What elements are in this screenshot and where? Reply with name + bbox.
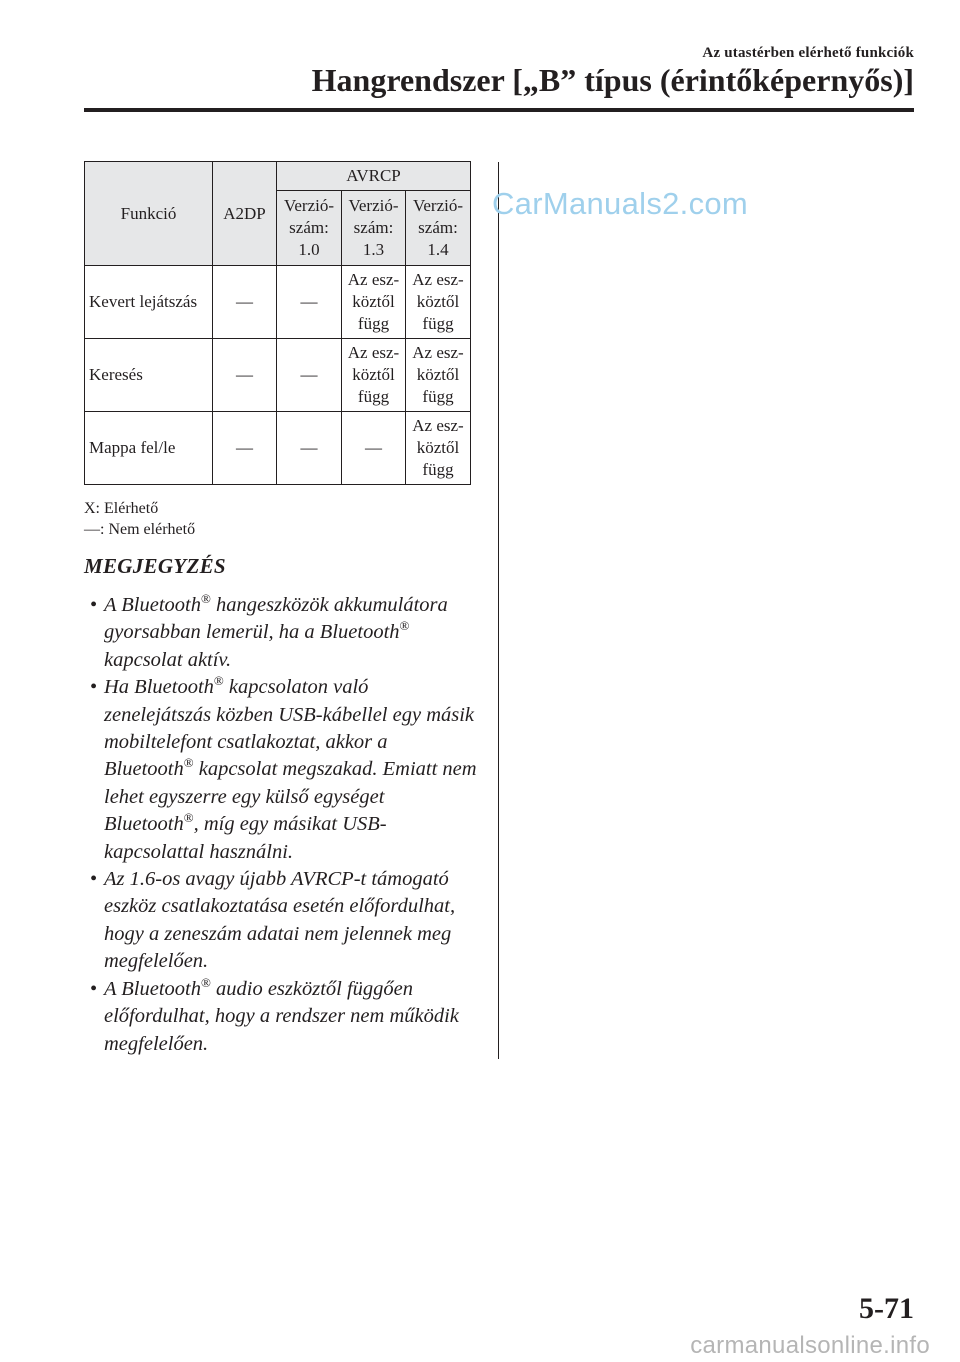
row-v14 — [406, 266, 471, 339]
cell-line: — — [365, 438, 382, 457]
note-text: , míg egy másikat USB-kapcsolattal használni. — [104, 813, 387, 863]
table-row — [85, 266, 471, 339]
note-text: kapcsolat aktív. — [104, 648, 232, 671]
note-heading: MEGJEGYZÉS — [84, 554, 226, 578]
row-v14 — [406, 412, 471, 485]
note-item — [84, 592, 480, 674]
table-legend — [84, 498, 195, 540]
watermark: CarManuals2.com — [492, 186, 749, 221]
cell-line: Az esz- — [412, 416, 464, 435]
bullet-icon: • — [90, 676, 98, 699]
header-line: 1.4 — [427, 240, 449, 259]
footer-watermark: carmanualsonline.info — [690, 1332, 930, 1359]
row-v10 — [277, 412, 342, 485]
column-divider — [498, 162, 499, 1059]
cell-line: Az esz- — [412, 343, 464, 362]
row-function: Keresés — [85, 339, 213, 412]
cell-line: — — [300, 438, 318, 457]
note-list — [84, 592, 480, 1058]
page-number: 5-71 — [859, 1292, 914, 1325]
row-v10 — [277, 339, 342, 412]
cell-line: köztől — [352, 292, 395, 311]
cell-line: köztől — [416, 365, 460, 384]
cell-line: köztől — [416, 292, 460, 311]
note-text: audio eszköztől függően előfordulhat, hogy a rendszer nem működik megfelelően. — [104, 977, 459, 1055]
header-avrcp: AVRCP — [277, 162, 471, 191]
header-line: 1.0 — [298, 240, 320, 259]
table-row — [85, 339, 471, 412]
note-text: Ha Bluetooth — [104, 676, 214, 699]
cell-line: Az esz- — [412, 270, 464, 289]
header-line: 1.3 — [362, 240, 385, 259]
header-function: Funkció — [85, 162, 213, 266]
cell-line: függ — [422, 314, 454, 333]
row-function: Mappa fel/le — [85, 412, 213, 485]
bullet-icon: • — [90, 868, 98, 891]
section-label: Az utastérben elérhető funkciók — [702, 45, 914, 61]
cell-line: Az esz- — [347, 270, 400, 289]
note-text: A Bluetooth — [104, 977, 201, 1000]
header-line: Verzió- — [283, 196, 335, 215]
row-a2dp: — — [213, 339, 277, 412]
registered-mark: ® — [183, 810, 194, 826]
row-a2dp: — — [213, 266, 277, 339]
legend-available: X: Elérhető — [84, 500, 159, 517]
cell-line: köztől — [352, 365, 395, 384]
note-item — [84, 866, 480, 976]
header-version-1-4 — [406, 191, 471, 266]
header-line: szám: — [418, 218, 458, 237]
note-text: Az 1.6-os avagy újabb AVRCP-t támogató eszköz csatlakoztatása esetén előfordulhat, hogy a zeneszám adatai nem jelennek meg megfelelően. — [104, 868, 456, 973]
table-row — [85, 412, 471, 485]
registered-mark: ® — [201, 591, 211, 607]
cell-line: függ — [357, 387, 390, 406]
note-item — [84, 976, 480, 1058]
cell-line: Az esz- — [347, 343, 400, 362]
note-text: kapcsolat megszakad. Emiatt nem lehet egyszerre egy külső egységet Bluetooth — [104, 758, 477, 836]
note-text: hangeszközök akkumulátora gyorsabban lemerül, ha a Bluetooth — [104, 594, 448, 644]
note-item — [84, 674, 480, 866]
legend-unavailable: —: Nem elérhető — [84, 521, 196, 538]
row-v13 — [342, 412, 406, 485]
row-function: Kevert lejátszás — [85, 266, 213, 339]
registered-mark: ® — [183, 755, 194, 771]
row-v14 — [406, 339, 471, 412]
header-version-1-0 — [277, 191, 342, 266]
header-line: szám: — [353, 218, 394, 237]
registered-mark: ® — [399, 618, 410, 634]
registered-mark: ® — [201, 974, 211, 990]
header-version-1-3 — [342, 191, 406, 266]
bullet-icon: • — [90, 594, 98, 616]
row-v13 — [342, 266, 406, 339]
header-a2dp: A2DP — [213, 162, 277, 266]
note-text: kapcsolaton való zenelejátszás közben USB-kábellel egy másik mobiltelefont csatlakoztat, akkor a Bluetooth — [104, 676, 475, 781]
row-v13 — [342, 339, 406, 412]
cell-line: függ — [357, 314, 390, 333]
compatibility-table — [84, 161, 471, 485]
cell-line: — — [300, 292, 318, 311]
cell-line: függ — [422, 387, 454, 406]
note-text: A Bluetooth — [104, 594, 201, 616]
header-line: Verzió- — [412, 196, 464, 215]
bullet-icon: • — [90, 977, 98, 1000]
cell-line: — — [300, 365, 318, 384]
header-rule — [84, 108, 914, 112]
header-line: Verzió- — [348, 196, 399, 215]
header-line: szám: — [289, 218, 329, 237]
row-v10 — [277, 266, 342, 339]
cell-line: függ — [422, 460, 454, 479]
row-a2dp: — — [213, 412, 277, 485]
registered-mark: ® — [213, 673, 224, 689]
chapter-title: Hangrendszer [„B” típus (érintőképernyős)] — [311, 62, 914, 98]
cell-line: köztől — [416, 438, 460, 457]
